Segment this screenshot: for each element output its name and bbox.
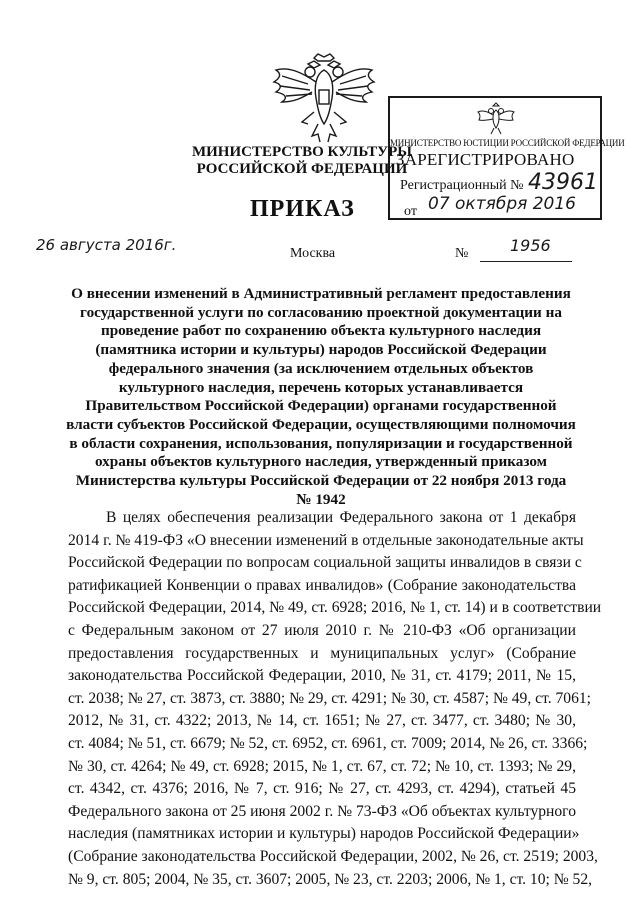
document-title-line: федерального значения (за исключением отдельных объектов bbox=[108, 359, 534, 377]
document-title-line: в области сохранения, использования, популяризации и государственной bbox=[69, 434, 573, 452]
body-line: № 30, ст. 4264; № 49, ст. 6928; 2015, № 1, ст. 67, ст. 72; № 10, ст. 1393; № 29, bbox=[68, 757, 576, 775]
ministry-name bbox=[190, 144, 414, 178]
order-number-underline bbox=[480, 261, 572, 262]
body-line: Российской Федерации, 2014, № 49, ст. 6928; 2016, № 1, ст. 14) и в соответствии bbox=[68, 599, 602, 617]
body-line: с Федеральным законом от 27 июля 2010 г. № 210-ФЗ «Об организации bbox=[68, 621, 576, 639]
body-paragraph bbox=[68, 507, 602, 891]
document-title-line: О внесении изменений в Административный регламент предоставления bbox=[71, 285, 571, 302]
order-number: 1956 bbox=[510, 236, 551, 255]
document-title-line: культурного наследия, перечень которых устанавливается bbox=[118, 378, 524, 396]
stamp-date-label: от bbox=[404, 204, 417, 219]
coat-of-arms-emblem bbox=[268, 52, 380, 148]
body-line: законодательства Российской Федерации, 2010, № 31, ст. 4179; 2011, № 15, bbox=[68, 667, 576, 685]
stamp-number-label: Регистрационный № bbox=[400, 178, 524, 193]
body-line: В целях обеспечения реализации Федерального закона от 1 декабря bbox=[106, 509, 576, 526]
document-title-line: № 1942 bbox=[296, 490, 346, 508]
document-title-line: Министерства культуры Российской Федерации от 22 ноября 2013 года bbox=[75, 472, 567, 490]
ministry-line-2: РОССИЙСКОЙ ФЕДЕРАЦИИ bbox=[196, 161, 408, 177]
body-line: ратификацией Конвенции о правах инвалидов» (Собрание законодательства bbox=[68, 576, 576, 594]
ministry-line-1: МИНИСТЕРСТВО КУЛЬТУРЫ bbox=[191, 144, 413, 160]
document-title-line: охраны объектов культурного наследия, утвержденный приказом bbox=[94, 453, 548, 471]
body-line: ст. 4342, ст. 4376; 2016, № 7, ст. 916; № 27, ст. 4293, ст. 4294), статьей 45 bbox=[68, 780, 576, 798]
document-title-line: проведение работ по сохранению объекта культурного наследия bbox=[100, 322, 542, 340]
stamp-status: ЗАРЕГИСТРИРОВАНО bbox=[396, 150, 575, 169]
order-number-label: № bbox=[455, 246, 469, 261]
body-line: Федерального закона от 25 июня 2002 г. № 73-ФЗ «Об объектах культурного bbox=[68, 802, 576, 820]
order-title: ПРИКАЗ bbox=[250, 196, 355, 222]
stamp-registration-date: 07 октября 2016 bbox=[428, 194, 577, 214]
order-city: Москва bbox=[290, 246, 336, 261]
order-signed-date: 26 августа 2016г. bbox=[36, 236, 177, 254]
body-line: наследия (памятниках истории и культуры) народов Российской Федерации» bbox=[68, 825, 580, 843]
body-line: Российской Федерации по вопросам социальной защиты инвалидов в связи с bbox=[68, 554, 582, 572]
document-title bbox=[48, 285, 594, 509]
body-line: (Собрание законодательства Российской Федерации, 2002, № 26, ст. 2519; 2003, bbox=[68, 847, 598, 865]
body-line: ст. 2038; № 27, ст. 3873, ст. 3880; № 29, ст. 4291; № 30, ст. 4587; № 49, ст. 7061; bbox=[68, 689, 592, 707]
body-line: предоставления государственных и муниципальных услуг» (Собрание bbox=[68, 644, 576, 662]
stamp-organization: МИНИСТЕРСТВО ЮСТИЦИИ РОССИЙСКОЙ ФЕДЕРАЦИИ bbox=[390, 138, 625, 148]
stamp-registration-number: 43961 bbox=[528, 170, 598, 195]
document-title-line: власти субъектов Российской Федерации, осуществляющими полномочия bbox=[66, 415, 576, 433]
body-line: 2012, № 31, ст. 4322; 2013, № 14, ст. 1651; № 27, ст. 3477, ст. 3480; № 30, bbox=[68, 712, 576, 730]
body-line: ст. 4084; № 51, ст. 6679; № 52, ст. 6952, ст. 6961, ст. 7009; 2014, № 26, ст. 3366; bbox=[68, 734, 588, 752]
document-title-line: государственной услуги по согласованию проектной документации на bbox=[80, 303, 562, 321]
registration-stamp bbox=[388, 96, 625, 220]
document-title-line: (памятника истории и культуры) народов Российской Федерации bbox=[95, 341, 547, 359]
body-line: № 9, ст. 805; 2004, № 35, ст. 3607; 2005, № 23, ст. 2203; 2006, № 1, ст. 10; № 52, bbox=[68, 870, 593, 888]
body-line: 2014 г. № 419-ФЗ «О внесении изменений в отдельные законодательные акты bbox=[68, 531, 584, 549]
document-title-line: Правительством Российской Федерации) органами государственной bbox=[85, 397, 557, 415]
stamp-emblem-icon bbox=[476, 102, 516, 136]
